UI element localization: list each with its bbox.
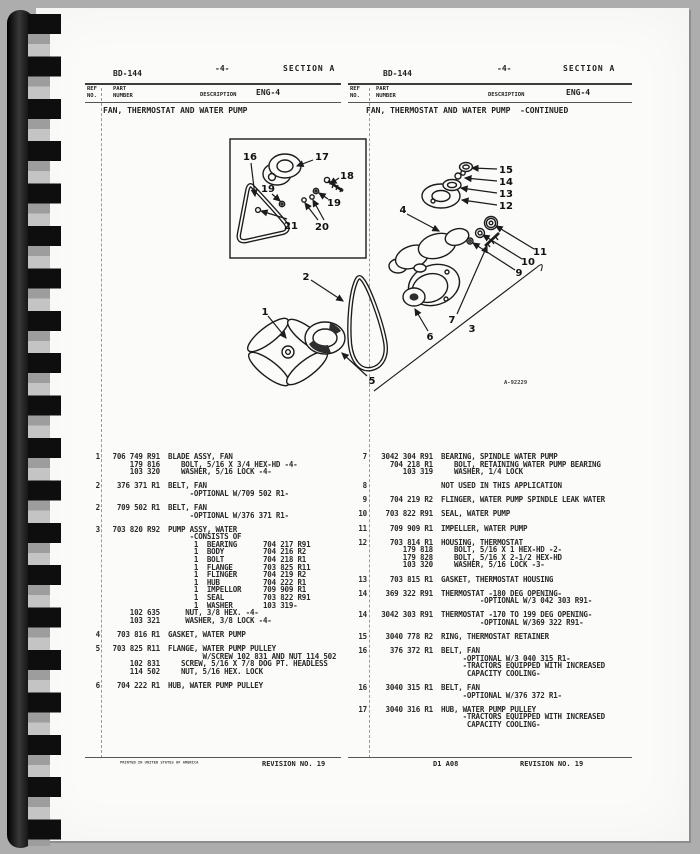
parts-item <box>348 482 632 490</box>
ref-no: 2 <box>95 481 100 491</box>
part-number: 704 222 R1 <box>116 680 160 690</box>
header-rule-top-left <box>85 83 341 85</box>
doc-code-right: BD-144 <box>383 69 412 78</box>
parts-item <box>348 647 632 677</box>
part-number: 703 815 R1 <box>389 574 433 584</box>
eng-code-right: ENG-4 <box>566 88 591 97</box>
ref-no: 4 <box>95 629 100 639</box>
part-description: -OPTIONAL W/3 042 303 R91- <box>441 596 593 606</box>
part-number: 179 816 <box>129 459 160 469</box>
part-description: BELT, FAN <box>168 481 207 491</box>
part-description: RING, THERMOSTAT RETAINER <box>441 632 549 641</box>
water-pump-pulley <box>305 322 345 354</box>
callout-17: 17 <box>315 152 329 163</box>
part-lines <box>375 684 562 699</box>
part-number <box>375 713 433 721</box>
callout-7: 7 <box>448 315 456 326</box>
part-number: 369 322 R91 <box>385 588 433 598</box>
part-line <box>108 512 289 520</box>
part-lines <box>375 496 605 504</box>
part-line <box>375 597 592 605</box>
part-number: 3042 304 R91 <box>381 452 433 461</box>
part-number: 179 828 <box>402 552 433 562</box>
parts-item <box>348 539 632 569</box>
part-description: -OPTIONAL W/709 502 R1- <box>168 488 289 498</box>
callout-9: 9 <box>515 268 523 279</box>
part-line <box>375 525 527 533</box>
thermostat-parts <box>422 163 473 209</box>
ref-no: 11 <box>358 523 367 533</box>
figure-code: A-92229 <box>504 380 528 386</box>
header-rule-bottom-right <box>348 102 632 103</box>
part-description: 1 FLANGE 703 825 R11 <box>168 562 311 572</box>
ref-no: 9 <box>362 495 367 505</box>
callout-3: 3 <box>468 324 476 335</box>
ref-no: 2 <box>95 502 100 512</box>
parts-table-left <box>85 453 341 696</box>
part-lines <box>375 590 592 605</box>
parts-item <box>85 526 341 625</box>
part-number <box>375 721 433 729</box>
part-description: BELT, FAN <box>168 502 207 512</box>
part-lines <box>108 682 263 690</box>
part-description: -OPTIONAL W/3 040 315 R1- <box>441 653 571 663</box>
part-description: BLADE ASSY, FAN <box>168 452 233 461</box>
part-number <box>108 490 160 498</box>
part-description: NUT, 5/16 HEX. LOCK <box>168 666 263 676</box>
part-number: 703 816 R1 <box>116 629 160 639</box>
part-number <box>108 579 160 587</box>
callout-10: 10 <box>521 257 535 268</box>
part-number <box>108 571 160 579</box>
ref-no: 8 <box>362 481 367 491</box>
part-number: 102 635 <box>129 608 160 618</box>
part-description: BELT, FAN <box>441 646 480 656</box>
part-description: 1 BODY 704 216 R2 <box>168 547 307 557</box>
parts-item <box>348 496 632 504</box>
part-description: CAPACITY COOLING- <box>441 719 541 729</box>
part-description: WASHER, 1/4 LOCK <box>441 467 523 477</box>
part-description: IMPELLER, WATER PUMP <box>441 523 528 533</box>
part-number: 706 749 R91 <box>112 452 160 461</box>
part-line <box>108 468 297 476</box>
callout-6: 6 <box>426 332 434 343</box>
doc-code-left: BD-144 <box>113 69 142 78</box>
part-number: 709 909 R1 <box>389 523 433 533</box>
part-number: 709 502 R1 <box>116 502 160 512</box>
part-description: W/SCREW 102 831 AND NUT 114 502 <box>168 651 337 661</box>
part-description: NUT, 3/8 HEX. -4- <box>168 608 259 618</box>
parts-item <box>348 633 632 641</box>
parts-item <box>348 611 632 626</box>
col-head-part-right: PART <box>376 86 390 92</box>
page-number-left: -4- <box>215 64 230 73</box>
part-description: 1 FLINGER 704 219 R2 <box>168 570 307 580</box>
part-number <box>375 692 433 700</box>
part-description: CAPACITY COOLING- <box>441 668 541 678</box>
col-head-ref-right: REF <box>350 86 360 92</box>
part-description: BELT, FAN <box>441 682 480 692</box>
part-number <box>108 541 160 549</box>
part-lines <box>375 611 592 626</box>
part-lines <box>375 706 605 729</box>
parts-item <box>348 590 632 605</box>
part-line <box>375 561 562 569</box>
ref-no: 14 <box>358 610 367 620</box>
footer-rule-left <box>85 757 341 758</box>
part-description: 1 BEARING 704 217 R91 <box>168 539 311 549</box>
col-head-description-right: DESCRIPTION <box>488 92 525 98</box>
col-head-number-left: NUMBER <box>113 93 133 99</box>
ref-no: 1 <box>95 452 100 461</box>
part-description: BOLT, 5/16 X 1 HEX-HD -2- <box>441 545 562 555</box>
part-description: BOLT, RETAINING WATER PUMP BEARING <box>441 459 601 469</box>
part-description: NOT USED IN THIS APPLICATION <box>441 481 562 491</box>
part-number: 704 219 R2 <box>389 495 433 505</box>
part-lines <box>375 576 553 584</box>
exploded-parts-diagram <box>80 118 640 440</box>
part-number: 103 320 <box>129 467 160 477</box>
callout-11: 11 <box>533 247 547 258</box>
ref-no: 16 <box>358 646 367 656</box>
part-description: -TRACTORS EQUIPPED WITH INCREASED <box>441 661 605 671</box>
part-number: 179 818 <box>402 545 433 555</box>
page-title-left: FAN, THERMOSTAT AND WATER PUMP <box>103 106 248 115</box>
part-number: 703 820 R92 <box>112 524 160 534</box>
part-description: BOLT, 5/16 X 3/4 HEX-HD -4- <box>168 459 298 469</box>
section-label-right: SECTION A <box>563 64 616 73</box>
part-lines <box>108 453 297 476</box>
part-number: 3042 303 R91 <box>381 610 433 620</box>
col-head-number-right: NUMBER <box>376 93 396 99</box>
part-number: 103 321 <box>129 615 160 625</box>
part-lines <box>108 631 246 639</box>
part-number <box>375 482 433 490</box>
comb-binding-teeth <box>28 14 61 846</box>
part-line <box>375 633 549 641</box>
revision-number-left: REVISION NO. 19 <box>262 760 326 768</box>
part-description: SCREW, 5/16 X 7/8 DOG PT. HEADLESS <box>168 659 328 669</box>
parts-item <box>348 576 632 584</box>
part-number <box>375 619 433 627</box>
part-lines <box>375 453 601 476</box>
part-number <box>108 564 160 572</box>
callout-5: 5 <box>368 376 376 387</box>
page-number-right: -4- <box>497 64 512 73</box>
ref-no: 12 <box>358 537 367 547</box>
part-number <box>108 533 160 541</box>
part-description: -TRACTORS EQUIPPED WITH INCREASED <box>441 712 605 722</box>
callout-15: 15 <box>499 165 513 176</box>
callout-12: 12 <box>499 201 513 212</box>
part-number: 103 319 <box>402 467 433 477</box>
ref-no: 15 <box>358 632 367 641</box>
part-line <box>108 490 289 498</box>
printed-in-notice: PRINTED IN UNITED STATES OF AMERICA <box>120 760 199 765</box>
part-number: 3040 316 R1 <box>385 704 433 714</box>
part-number <box>375 662 433 670</box>
callout-13: 13 <box>499 189 513 200</box>
ref-no: 16 <box>358 682 367 692</box>
part-lines <box>375 510 510 518</box>
col-head-no-right: NO. <box>350 93 360 99</box>
part-line <box>108 631 246 639</box>
plate-code: D1 A08 <box>433 760 459 768</box>
part-description: 1 WASHER 103 319- <box>168 600 298 610</box>
part-description: GASKET, THERMOSTAT HOUSING <box>441 574 554 584</box>
header-rule-bottom-left <box>85 102 341 103</box>
part-lines <box>108 504 289 519</box>
part-number: 114 502 <box>129 666 160 676</box>
header-rule-top-right <box>348 83 632 85</box>
part-description: 1 IMPELLOR 709 909 R1 <box>168 585 307 595</box>
part-number <box>375 597 433 605</box>
col-head-description-left: DESCRIPTION <box>200 92 237 98</box>
part-number <box>108 548 160 556</box>
ref-no: 17 <box>358 704 367 714</box>
section-label-left: SECTION A <box>283 64 336 73</box>
part-description: FLINGER, WATER PUMP SPINDLE LEAK WATER <box>441 495 605 505</box>
part-line <box>108 617 310 625</box>
parts-item <box>85 682 341 690</box>
part-number <box>375 655 433 663</box>
part-description: SEAL, WATER PUMP <box>441 509 511 519</box>
part-number <box>375 670 433 678</box>
part-number: 3040 315 R1 <box>385 682 433 692</box>
part-line <box>108 668 336 676</box>
part-number <box>108 512 160 520</box>
part-description: -OPTIONAL W/376 372 R1- <box>441 690 562 700</box>
callout-14: 14 <box>499 177 513 188</box>
part-number: 703 822 R91 <box>385 509 433 519</box>
col-head-part-left: PART <box>113 86 127 92</box>
callout-18: 18 <box>340 171 354 182</box>
part-line <box>375 482 562 490</box>
callout-19b: 19 <box>327 198 341 209</box>
callout-19a: 19 <box>261 184 275 195</box>
parts-item <box>348 453 632 476</box>
ref-no: 6 <box>95 680 100 690</box>
part-description: -OPTIONAL W/369 322 R91- <box>441 617 584 627</box>
part-description: BEARING, SPINDLE WATER PUMP <box>441 452 558 461</box>
footer-rule-right <box>348 757 632 758</box>
callout-16: 16 <box>243 152 257 163</box>
part-line <box>375 670 605 678</box>
part-lines <box>375 539 562 569</box>
part-number: 704 218 R1 <box>389 459 433 469</box>
ref-no: 10 <box>358 509 367 519</box>
part-description: -OPTIONAL W/376 371 R1- <box>168 510 289 520</box>
part-description: WASHER, 5/16 LOCK -3- <box>441 560 545 570</box>
part-lines <box>375 525 527 533</box>
part-number: 703 814 R1 <box>389 537 433 547</box>
part-number <box>108 556 160 564</box>
part-line <box>375 721 605 729</box>
parts-item <box>348 706 632 729</box>
part-description: HOUSING, THERMOSTAT <box>441 537 523 547</box>
part-lines <box>108 645 336 675</box>
callout-2: 2 <box>302 272 310 283</box>
part-description: HUB, WATER PUMP PULLEY <box>168 680 263 690</box>
ref-no: 14 <box>358 588 367 598</box>
page-title-right: FAN, THERMOSTAT AND WATER PUMP -CONTINUED <box>366 106 569 115</box>
part-line <box>108 682 263 690</box>
part-description: -CONSISTS OF <box>168 532 242 542</box>
callout-21: 21 <box>284 221 298 232</box>
ref-no: 5 <box>95 643 100 653</box>
parts-item <box>348 684 632 699</box>
part-line <box>375 468 601 476</box>
part-line <box>375 496 605 504</box>
part-description: HUB, WATER PUMP PULLEY <box>441 704 536 714</box>
part-description: THERMOSTAT -170 TO 199 DEG OPENING- <box>441 610 593 620</box>
part-number <box>108 594 160 602</box>
ref-no: 3 <box>95 524 100 534</box>
ref-no: 7 <box>362 452 367 461</box>
part-number: 376 371 R1 <box>116 481 160 491</box>
part-description: BOLT, 5/16 X 2-1/2 HEX-HD <box>441 552 562 562</box>
part-description: THERMOSTAT -180 DEG OPENING- <box>441 588 562 598</box>
parts-item <box>85 482 341 497</box>
part-description: PUMP ASSY, WATER <box>168 524 238 534</box>
part-description: GASKET, WATER PUMP <box>168 629 246 639</box>
eng-code-left: ENG-4 <box>256 88 281 97</box>
fan-belt <box>349 277 385 369</box>
part-number: 703 825 R11 <box>112 643 160 653</box>
col-head-ref-left: REF <box>87 86 97 92</box>
parts-item <box>348 510 632 518</box>
part-number: 376 372 R1 <box>389 646 433 656</box>
part-line <box>375 692 562 700</box>
part-description: WASHER, 5/16 LOCK -4- <box>168 467 272 477</box>
parts-item <box>85 453 341 476</box>
parts-item <box>348 525 632 533</box>
part-number <box>108 586 160 594</box>
part-lines <box>375 647 605 677</box>
callout-4: 4 <box>399 205 407 216</box>
part-lines <box>108 526 310 625</box>
part-description: WASHER, 3/8 LOCK -4- <box>168 615 272 625</box>
parts-item <box>85 504 341 519</box>
part-description: FLANGE, WATER PUMP PULLEY <box>168 643 276 653</box>
part-lines <box>375 482 562 490</box>
part-description: 1 BOLT 704 218 R1 <box>168 555 307 565</box>
part-description: 1 SEAL 703 822 R91 <box>168 593 311 602</box>
callout-20: 20 <box>315 222 329 233</box>
part-line <box>375 619 592 627</box>
parts-item <box>85 631 341 639</box>
part-line <box>375 510 510 518</box>
parts-item <box>85 645 341 675</box>
part-number: 103 320 <box>402 560 433 570</box>
part-number: 102 831 <box>129 659 160 669</box>
callout-1: 1 <box>261 307 269 318</box>
inset-pulley <box>263 154 301 185</box>
part-line <box>375 576 553 584</box>
part-lines <box>375 633 549 641</box>
part-number: 3040 778 R2 <box>385 632 433 641</box>
col-head-no-left: NO. <box>87 93 97 99</box>
revision-number-right: REVISION NO. 19 <box>520 760 584 768</box>
ref-no: 13 <box>358 574 367 584</box>
part-description: 1 HUB 704 222 R1 <box>168 577 307 587</box>
part-lines <box>108 482 289 497</box>
parts-table-right <box>348 453 632 735</box>
